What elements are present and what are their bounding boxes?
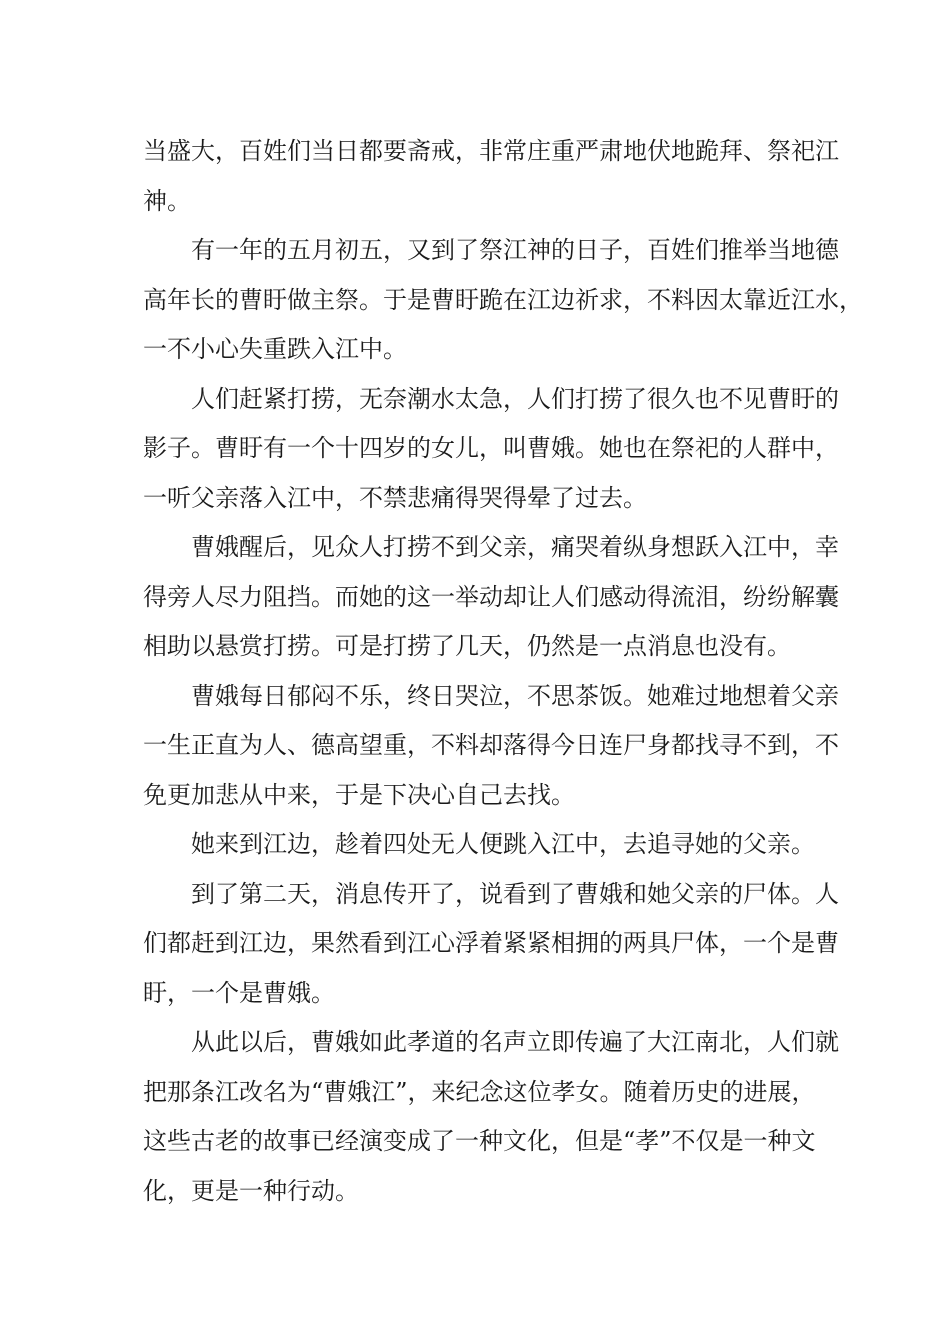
text-line: 得旁人尽力阻挡。而她的这一举动却让人们感动得流泪，纷纷解囊	[143, 582, 839, 611]
paragraph-8	[143, 1018, 839, 1216]
text-line: 们都赶到江边，果然看到江心浮着紧紧相拥的两具尸体，一个是曹	[143, 929, 839, 957]
text-line: 神。	[143, 186, 191, 215]
text-line: 化，更是一种行动。	[143, 1176, 359, 1205]
text-line: 一生正直为人、德高望重，不料却落得今日连尸身都找寻不到，不	[143, 731, 839, 759]
text-line: 免更加悲从中来，于是下决心自己去找。	[143, 780, 575, 809]
paragraph-3	[143, 375, 839, 524]
text-line: 一听父亲落入江中，不禁悲痛得哭得晕了过去。	[143, 483, 647, 512]
text-line: 她来到江边，趁着四处无人便跳入江中，去追寻她的父亲。	[191, 830, 815, 858]
text-line: 高年长的曹盱做主祭。于是曹盱跪在江边祈求，不料因太靠近江水，	[143, 285, 863, 314]
paragraph-4	[143, 523, 839, 672]
paragraph-5	[143, 672, 839, 821]
text-line: 人们赶紧打捞，无奈潮水太急，人们打捞了很久也不见曹盱的	[191, 384, 839, 413]
paragraph-1	[143, 127, 839, 226]
text-line: 盱，一个是曹娥。	[143, 978, 335, 1007]
paragraph-7	[143, 870, 839, 1019]
text-line: 把那条江改名为“曹娥江”，来纪念这位孝女。随着历史的进展，	[143, 1077, 816, 1106]
text-line: 曹娥每日郁闷不乐，终日哭泣，不思茶饭。她难过地想着父亲	[191, 681, 839, 710]
text-line: 从此以后，曹娥如此孝道的名声立即传遍了大江南北，人们就	[191, 1028, 839, 1056]
paragraph-2	[143, 226, 863, 375]
text-line: 当盛大，百姓们当日都要斋戒，非常庄重严肃地伏地跪拜、祭祀江	[143, 137, 839, 165]
text-line: 一不小心失重跌入江中。	[143, 335, 407, 363]
document-body	[143, 127, 863, 1216]
text-line: 曹娥醒后，见众人打捞不到父亲，痛哭着纵身想跃入江中，幸	[191, 533, 839, 561]
paragraph-6	[143, 820, 823, 870]
text-line: 有一年的五月初五，又到了祭江神的日子，百姓们推举当地德	[191, 236, 839, 264]
text-line: 到了第二天，消息传开了，说看到了曹娥和她父亲的尸体。人	[191, 879, 839, 908]
text-line: 影子。曹盱有一个十四岁的女儿，叫曹娥。她也在祭祀的人群中，	[143, 434, 839, 462]
text-line: 相助以悬赏打捞。可是打捞了几天，仍然是一点消息也没有。	[143, 632, 791, 660]
text-line: 这些古老的故事已经演变成了一种文化，但是“孝”不仅是一种文	[143, 1127, 816, 1155]
